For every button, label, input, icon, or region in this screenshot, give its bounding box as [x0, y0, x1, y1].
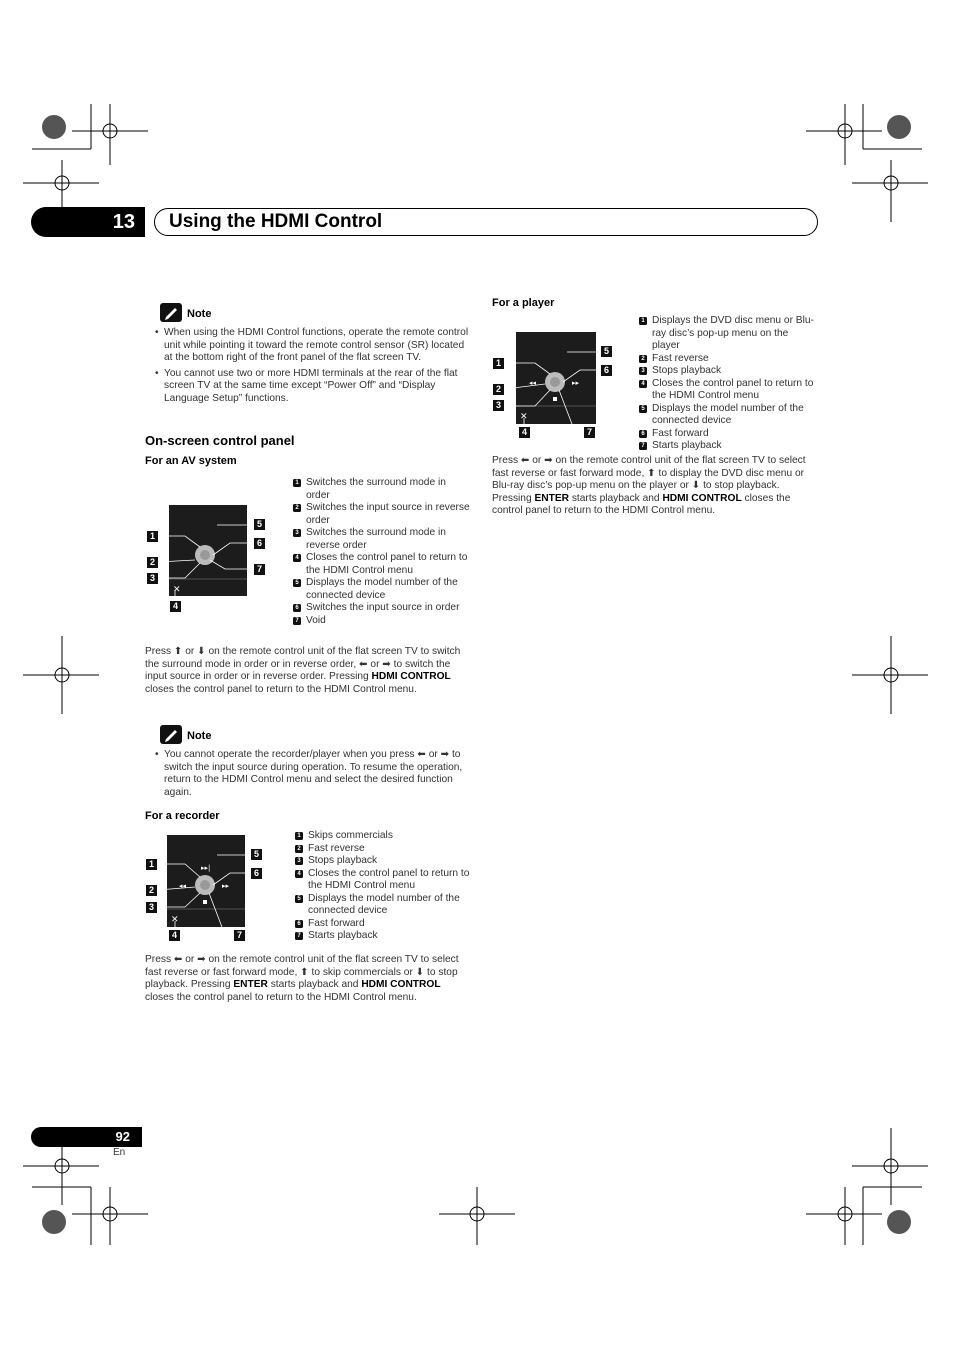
note-label: Note: [187, 730, 212, 742]
note-list: [155, 327, 470, 408]
list-item: 7 Starts playback: [639, 440, 817, 453]
av-system-heading: For an AV system: [145, 455, 237, 467]
callout-5: 5: [251, 849, 262, 860]
recorder-panel-illustration: [145, 835, 275, 945]
player-paragraph: Press ⬅ or ➡ on the remote control unit of the flat screen TV to select fast reverse or fast forward mode, ⬆ to display the DVD disc menu or Blu-ray disc’s pop-up menu on the player or ⬇ to stop playback. Pressing ENTER starts playback and HDMI CONTROL closes the control panel to return to the HDMI Control menu.: [492, 455, 806, 516]
list-item: 6 Switches the input source in order: [293, 602, 471, 615]
note-item: • When using the HDMI Control functions, operate the remote control unit while pointing it toward the remote control sensor (SR) located at the bottom right of the front panel of the flat screen TV.: [155, 327, 470, 365]
callout-2: 2: [493, 384, 504, 395]
svg-text:▸▸: ▸▸: [222, 882, 230, 890]
list-item: 7 Starts playback: [295, 930, 471, 943]
section-title: On-screen control panel: [145, 433, 295, 448]
callout-6: 6: [251, 868, 262, 879]
svg-text:▸▸: ▸▸: [572, 379, 580, 387]
note-item: • You cannot operate the recorder/player when you press ⬅ or ➡ to switch the input source during operation. To resume the operation, return to the HDMI Control menu and select the desired function again.: [155, 749, 470, 799]
svg-text:▸▸|: ▸▸|: [201, 864, 211, 872]
recorder-list: [295, 830, 471, 943]
list-item: 3 Stops playback: [639, 365, 817, 378]
svg-text:◂◂: ◂◂: [529, 379, 537, 387]
callout-1: 1: [146, 859, 157, 870]
list-item: 6 Fast forward: [295, 918, 471, 931]
svg-text:◂◂: ◂◂: [179, 882, 187, 890]
note-list: [155, 749, 470, 802]
list-item: 3 Switches the surround mode in reverse order: [293, 527, 471, 552]
callout-1: 1: [147, 531, 158, 542]
page-number: 92: [31, 1127, 142, 1147]
av-system-list: [293, 477, 471, 627]
callout-4: 4: [170, 601, 181, 612]
chapter-number: 13: [31, 207, 145, 237]
callout-4: 4: [519, 427, 530, 438]
player-list: [639, 315, 817, 453]
av-system-paragraph: Press ⬆ or ⬇ on the remote control unit of the flat screen TV to switch the surround mode in order or in reverse order, ⬅ or ➡ to switch the input source in order or in reverse order. Pressing HDMI CONTROL closes the control panel to return to the HDMI Control menu.: [145, 646, 461, 695]
callout-3: 3: [493, 400, 504, 411]
svg-text:✕: ✕: [171, 914, 179, 924]
callout-5: 5: [254, 519, 265, 530]
callout-7: 7: [234, 930, 245, 941]
callout-2: 2: [147, 557, 158, 568]
av-panel-illustration: [145, 505, 275, 615]
callout-1: 1: [493, 358, 504, 369]
list-item: 6 Fast forward: [639, 428, 817, 441]
callout-2: 2: [146, 885, 157, 896]
note-pencil-icon: [160, 303, 182, 322]
svg-text:✕: ✕: [173, 584, 181, 594]
callout-7: 7: [254, 564, 265, 575]
note-label: Note: [187, 308, 212, 320]
list-item: 4 Closes the control panel to return to the HDMI Control menu: [295, 868, 471, 893]
player-heading: For a player: [492, 297, 555, 309]
list-item: 2 Fast reverse: [639, 353, 817, 366]
recorder-paragraph: Press ⬅ or ➡ on the remote control unit of the flat screen TV to select fast reverse or fast forward mode, ⬆ to skip commercials or ⬇ to stop playback. Pressing ENTER starts playback and HDMI CONTROL closes the control panel to return to the HDMI Control menu.: [145, 954, 459, 1003]
note-pencil-icon: [160, 725, 182, 744]
list-item: 2 Fast reverse: [295, 843, 471, 856]
note-item: • You cannot use two or more HDMI terminals at the rear of the flat screen TV at the same time except “Power Off” and “Display Language Setup” functions.: [155, 368, 470, 406]
callout-5: 5: [601, 346, 612, 357]
player-panel-illustration: [490, 330, 620, 442]
list-item: 1 Displays the DVD disc menu or Blu-ray disc’s pop-up menu on the player: [639, 315, 817, 353]
callout-3: 3: [146, 902, 157, 913]
list-item: 1 Skips commercials: [295, 830, 471, 843]
list-item: 5 Displays the model number of the connected device: [293, 577, 471, 602]
callout-7: 7: [584, 427, 595, 438]
list-item: 2 Switches the input source in reverse order: [293, 502, 471, 527]
list-item: 4 Closes the control panel to return to the HDMI Control menu: [293, 552, 471, 577]
chapter-title: Using the HDMI Control: [154, 208, 818, 236]
list-item: 4 Closes the control panel to return to the HDMI Control menu: [639, 378, 817, 403]
callout-4: 4: [169, 930, 180, 941]
page-language: En: [113, 1147, 126, 1158]
callout-6: 6: [254, 538, 265, 549]
list-item: 5 Displays the model number of the connected device: [295, 893, 471, 918]
list-item: 1 Switches the surround mode in order: [293, 477, 471, 502]
callout-3: 3: [147, 573, 158, 584]
list-item: 5 Displays the model number of the connected device: [639, 403, 817, 428]
list-item: 3 Stops playback: [295, 855, 471, 868]
svg-text:✕: ✕: [520, 411, 528, 421]
callout-6: 6: [601, 365, 612, 376]
list-item: 7 Void: [293, 615, 471, 628]
recorder-heading: For a recorder: [145, 810, 220, 822]
